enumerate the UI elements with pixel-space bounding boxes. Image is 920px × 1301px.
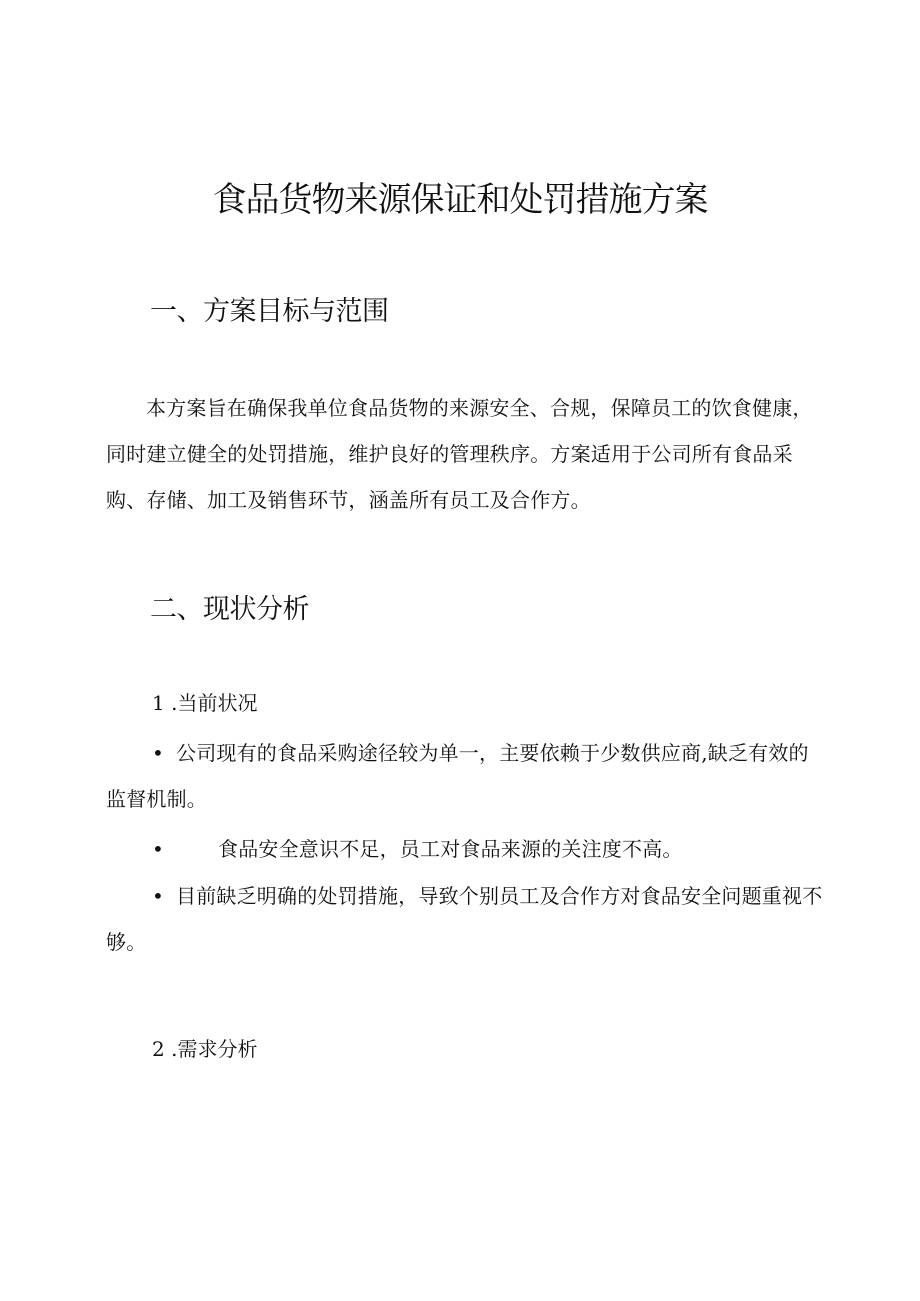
section-paragraph-goals-scope: 本方案旨在确保我单位食品货物的来源安全、合规，保障员工的饮食健康，同时建立健全的处罚措施，维护良好的管理秩序。方案适用于公司所有食品采购、存储、加工及销售环节，涵盖所有员工及合作方。	[106, 396, 813, 512]
bullet-glyph: •	[152, 884, 164, 908]
bullet-text: 食品安全意识不足，员工对食品来源的关注度不高。	[218, 837, 683, 861]
bullet-text: 公司现有的食品采购途径较为单一，主要依赖于少数供应商,缺乏有效的监督机制。	[106, 741, 809, 811]
subsection-label-current-status: 1 .当前状况	[152, 691, 258, 715]
bullet-item	[106, 730, 826, 822]
bullet-item	[106, 873, 826, 965]
section-heading-status-analysis: 二、现状分析	[150, 594, 309, 625]
bullet-item	[106, 826, 826, 872]
subsection-label-needs-analysis: 2 .需求分析	[152, 1037, 258, 1061]
bullet-glyph: •	[152, 837, 164, 861]
document-title: 食品货物来源保证和处罚措施方案	[212, 180, 708, 220]
bullet-glyph: •	[152, 741, 164, 765]
bullet-text: 目前缺乏明确的处罚措施，导致个别员工及合作方对食品安全问题重视不够。	[106, 884, 823, 954]
section-heading-goals-scope: 一、方案目标与范围	[150, 296, 389, 327]
